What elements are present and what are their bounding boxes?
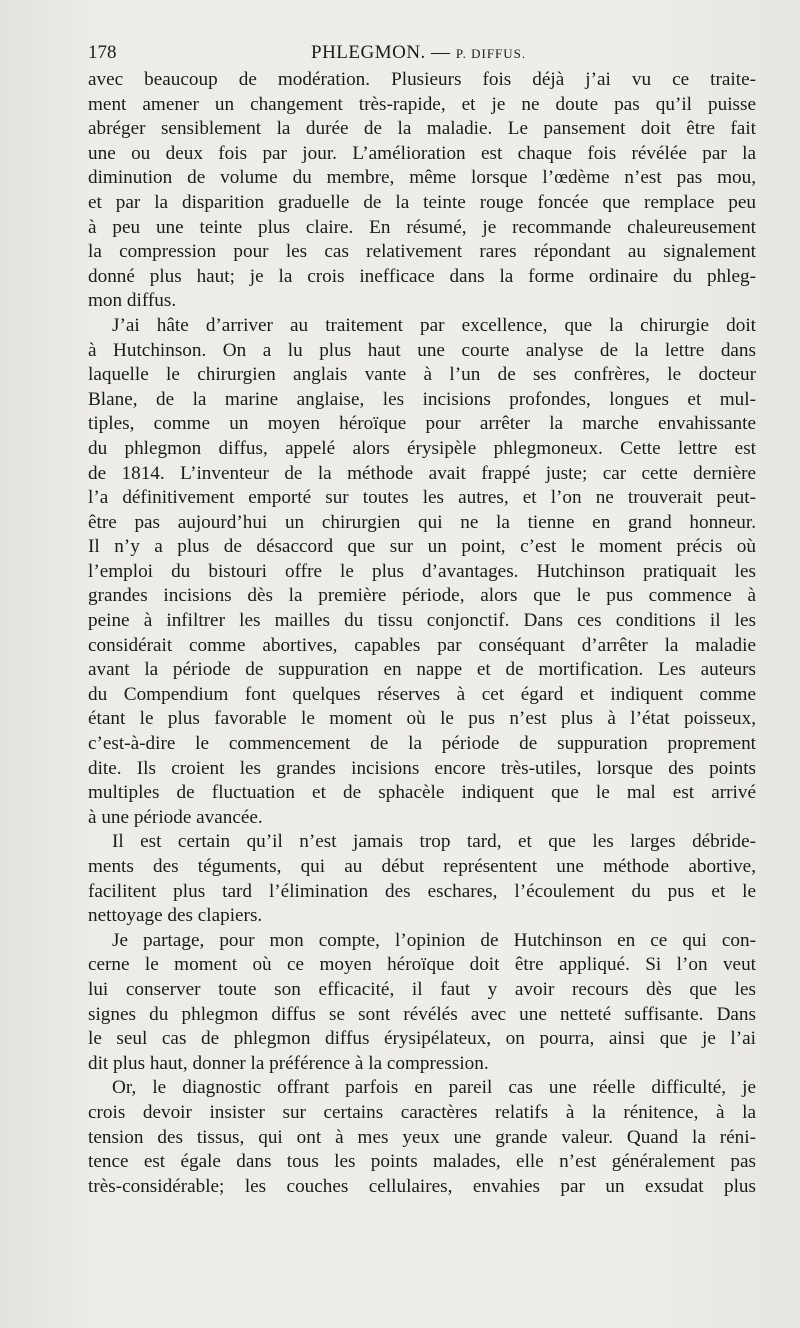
body-text [88, 68, 756, 1199]
text-line: crois devoir insister sur certains caractères relatifs à la rénitence, à la [88, 1101, 756, 1123]
text-line: l’emploi du bistouri offre le plus d’avantages. Hutchinson pratiquait les [88, 560, 756, 582]
text-line: mon diffus. [88, 290, 177, 312]
text-line: dite. Ils croient les grandes incisions encore très-utiles, lorsque des points [88, 757, 756, 779]
text-line: Il est certain qu’il n’est jamais trop tard, et que les larges débride- [112, 831, 756, 853]
text-line: du phlegmon diffus, appelé alors érysipèle phlegmoneux. Cette lettre est [88, 437, 756, 459]
text-line: avec beaucoup de modération. Plusieurs fois déjà j’ai vu ce traite- [88, 69, 756, 90]
text-line: signes du phlegmon diffus se sont révélés avec une netteté suffisante. Dans [88, 1003, 756, 1025]
page-number: 178 [88, 42, 117, 63]
text-line: la compression pour les cas relativement rares répondant au signalement [88, 241, 756, 263]
text-line: donné plus haut; je la crois inefficace dans la forme ordinaire du phleg- [88, 265, 756, 287]
text-line: considérait comme abortives, capables par conséquant d’arrêter la maladie [88, 634, 756, 656]
text-line: tension des tissus, qui ont à mes yeux une grande valeur. Quand la réni- [88, 1126, 756, 1148]
text-line: grandes incisions dès la première période, alors que le pus commence à [88, 585, 756, 607]
text-line: l’a définitivement emporté sur toutes les autres, et l’on ne trouverait peut- [88, 487, 756, 509]
text-line: lui conserver toute son efficacité, il faut y avoir recours dès que les [88, 978, 756, 1000]
text-line: abréger sensiblement la durée de la maladie. Le pansement doit être fait [88, 118, 756, 140]
text-line: à une période avancée. [88, 806, 263, 828]
text-line: avant la période de suppuration en nappe et de mortification. Les auteurs [88, 659, 756, 681]
text-line: facilitent plus tard l’élimination des eschares, l’écoulement du pus et le [88, 880, 756, 902]
text-line: de 1814. L’inventeur de la méthode avait frappé juste; car cette dernière [88, 462, 756, 484]
text-line: une ou deux fois par jour. L’amélioration est chaque fois révélée par la [88, 142, 756, 164]
running-title [311, 42, 526, 64]
text-line: c’est-à-dire le commencement de la période de suppuration proprement [88, 733, 756, 755]
text-line: ments des téguments, qui au début représentent une méthode abortive, [88, 856, 756, 877]
text-line: du Compendium font quelques réserves à cet égard et indiquent comme [88, 683, 756, 705]
text-line: être pas aujourd’hui un chirurgien qui ne la tienne en grand honneur. [88, 511, 756, 533]
text-line: J’ai hâte d’arriver au traitement par excellence, que la chirurgie doit [112, 314, 756, 336]
text-line: étant le plus favorable le moment où le pus n’est plus à l’état poisseux, [88, 708, 756, 730]
running-title-sub: P. DIFFUS. [455, 46, 527, 61]
text-line: dit plus haut, donner la préférence à la compression. [88, 1052, 489, 1074]
running-title-main: PHLEGMON. — [311, 42, 456, 63]
text-line: très-considérable; les couches cellulaires, envahies par un exsudat plus [88, 1175, 756, 1197]
text-line: Il n’y a plus de désaccord que sur un point, c’est le moment précis où [88, 536, 756, 558]
text-line: nettoyage des clapiers. [88, 905, 263, 927]
text-line: multiples de fluctuation et de sphacèle indiquent que le mal est arrivé [88, 782, 756, 804]
text-line: à peu une teinte plus claire. En résumé, je recommande chaleureusement [88, 216, 756, 238]
text-line: à Hutchinson. On a lu plus haut une courte analyse de la lettre dans [88, 339, 756, 361]
text-line: le seul cas de phlegmon diffus érysipélateux, on pourra, ainsi que je l’ai [88, 1028, 756, 1050]
text-line: cerne le moment où ce moyen héroïque doit être appliqué. Si l’on veut [88, 954, 756, 976]
text-line: et par la disparition graduelle de la teinte rouge foncée que remplace peu [88, 191, 756, 213]
text-line: ment amener un changement très-rapide, et je ne doute pas qu’il puisse [88, 93, 756, 115]
text-line: tiples, comme un moyen héroïque pour arrêter la marche envahissante [88, 413, 756, 435]
text-line: Blane, de la marine anglaise, les incisions profondes, longues et mul- [88, 388, 756, 410]
text-line: diminution de volume du membre, même lorsque l’œdème n’est pas mou, [88, 167, 756, 189]
text-line: Or, le diagnostic offrant parfois en pareil cas une réelle difficulté, je [112, 1077, 756, 1099]
text-line: Je partage, pour mon compte, l’opinion de Hutchinson en ce qui con- [112, 929, 756, 951]
text-line: peine à infiltrer les mailles du tissu conjonctif. Dans ces conditions il les [88, 610, 756, 632]
text-line: tence est égale dans tous les points malades, elle n’est généralement pas [88, 1151, 756, 1173]
text-line: laquelle le chirurgien anglais vante à l’un de ses confrères, le docteur [88, 364, 756, 386]
